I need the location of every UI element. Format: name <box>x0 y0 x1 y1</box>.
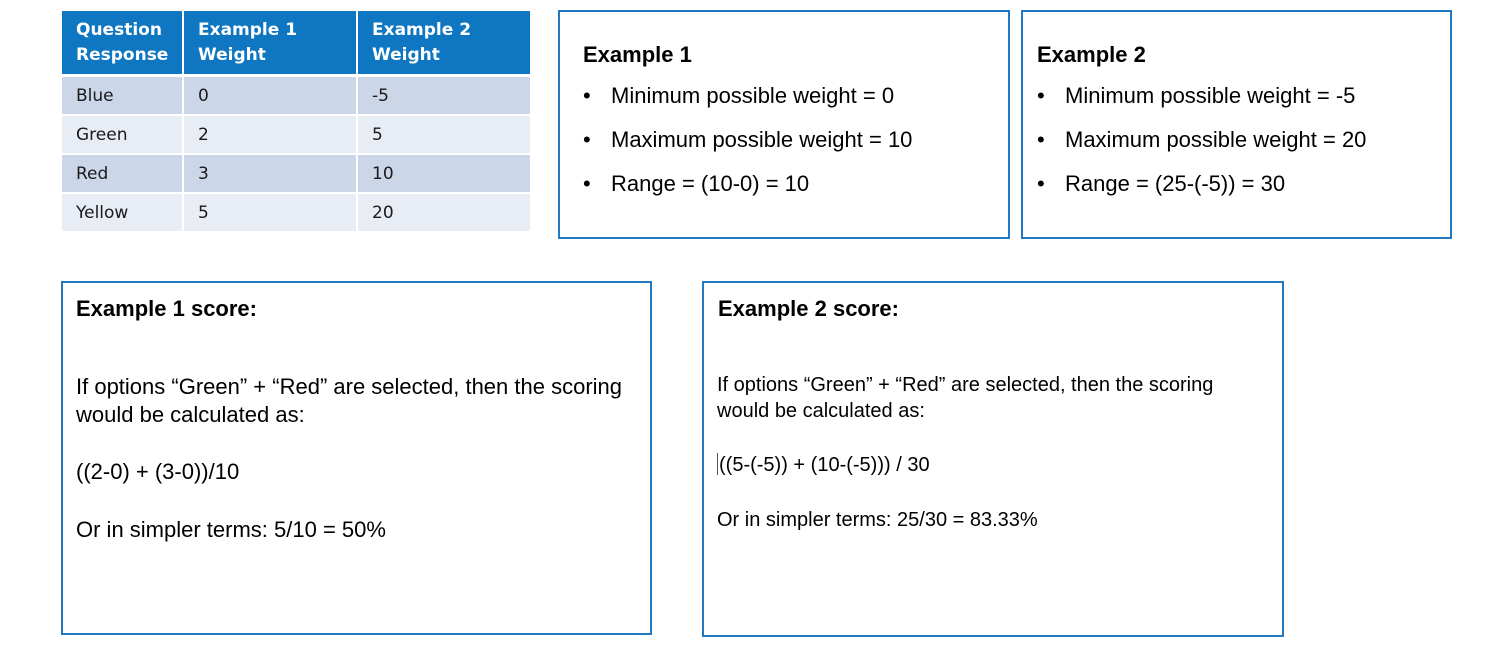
cell-weight1: 3 <box>184 155 358 194</box>
cell-weight1: 2 <box>184 116 358 155</box>
table-row <box>62 116 530 155</box>
example2-score-box[interactable] <box>702 281 1284 637</box>
table-row <box>62 77 530 116</box>
table-row <box>62 155 530 194</box>
bullet-icon: • <box>583 83 591 108</box>
example2-score-intro: If options “Green” + “Red” are selected, then the scoring would be calculated as: <box>717 374 1214 422</box>
example2-title: Example 2 <box>1037 42 1146 67</box>
table-header-row <box>62 11 530 77</box>
cell-response: Green <box>62 116 184 155</box>
example2-box <box>1021 10 1452 239</box>
list-item: • Maximum possible weight = 10 <box>583 127 913 152</box>
example2-bullets <box>1037 64 1366 196</box>
example1-title: Example 1 <box>583 42 692 67</box>
example1-score-intro: If options “Green” + “Red” are selected, then the scoring would be calculated as: <box>76 374 623 427</box>
example2-score-title: Example 2 score: <box>718 296 899 321</box>
list-item: • Minimum possible weight = 0 <box>583 83 895 108</box>
list-item: • Range = (25-(-5)) = 30 <box>1037 171 1286 196</box>
text-cursor-icon <box>717 453 718 475</box>
cell-response: Red <box>62 155 184 194</box>
bullet-icon: • <box>1037 171 1045 196</box>
example1-box <box>558 10 1010 239</box>
bullet-icon: • <box>1037 127 1045 152</box>
example1-score-simple: Or in simpler terms: 5/10 = 50% <box>76 517 386 542</box>
list-item: • Range = (10-0) = 10 <box>583 171 810 196</box>
weights-table <box>62 11 530 233</box>
cell-response: Blue <box>62 77 184 116</box>
cell-weight2: 5 <box>358 116 530 155</box>
bullet-icon: • <box>583 127 591 152</box>
bullet-icon: • <box>1037 83 1045 108</box>
table-row <box>62 194 530 233</box>
example2-score-formula: ((5-(-5)) + (10-(-5))) / 30 <box>719 454 930 476</box>
list-item: • Minimum possible weight = -5 <box>1037 83 1356 108</box>
example1-score-title: Example 1 score: <box>76 296 257 321</box>
example1-score-box <box>61 281 652 635</box>
cell-response: Yellow <box>62 194 184 233</box>
header-example1-weight: Example 1 Weight <box>184 11 358 77</box>
example2-score-formula-line[interactable] <box>717 453 930 477</box>
header-example2-weight: Example 2 Weight <box>358 11 530 77</box>
cell-weight2: -5 <box>358 77 530 116</box>
cell-weight1: 5 <box>184 194 358 233</box>
example1-bullets <box>583 64 912 196</box>
example2-score-simple: Or in simpler terms: 25/30 = 83.33% <box>717 509 1038 531</box>
bullet-icon: • <box>583 171 591 196</box>
cell-weight2: 20 <box>358 194 530 233</box>
example1-score-formula: ((2-0) + (3-0))/10 <box>76 459 240 484</box>
cell-weight2: 10 <box>358 155 530 194</box>
header-question-response: Question Response <box>62 11 184 77</box>
list-item: • Maximum possible weight = 20 <box>1037 127 1367 152</box>
cell-weight1: 0 <box>184 77 358 116</box>
